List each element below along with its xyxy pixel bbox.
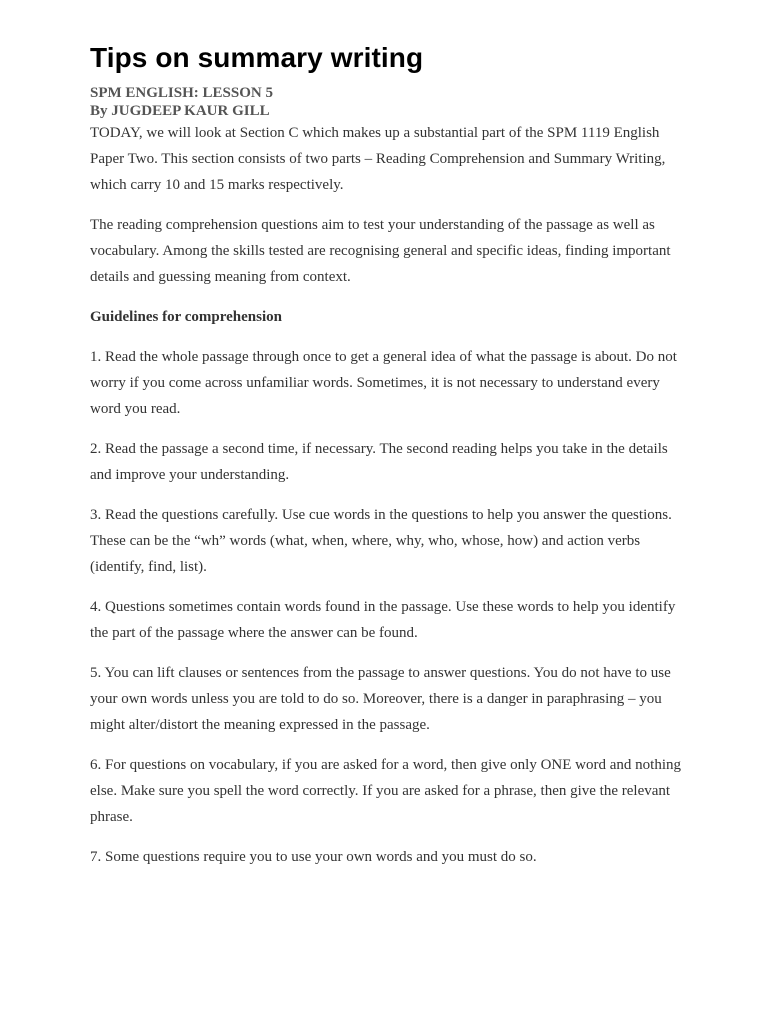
page-title: Tips on summary writing bbox=[90, 42, 424, 73]
intro-paragraph: The reading comprehension questions aim to test your understanding of the passage as well as vocabulary. Among the skills tested are recognising general and specific ideas, finding important details and guessing meaning from context. bbox=[90, 217, 671, 285]
guideline-item: 1. Read the whole passage through once to get a general idea of what the passage is about. Do not worry if you come across unfamiliar words. Sometimes, it is not necessary to understand every word you read. bbox=[90, 349, 677, 417]
intro-paragraph: TODAY, we will look at Section C which makes up a substantial part of the SPM 1119 English Paper Two. This section consists of two parts – Reading Comprehension and Summary Writing, which carry 10 and 15 marks respectively. bbox=[90, 125, 666, 193]
guideline-item: 2. Read the passage a second time, if necessary. The second reading helps you take in the details and improve your understanding. bbox=[90, 441, 668, 483]
guideline-item: 4. Questions sometimes contain words found in the passage. Use these words to help you identify the part of the passage where the answer can be found. bbox=[90, 599, 676, 641]
guideline-item: 5. You can lift clauses or sentences from the passage to answer questions. You do not have to use your own words unless you are told to do so. Moreover, there is a danger in paraphrasing – you might alter/distort the meaning expressed in the passage. bbox=[90, 665, 671, 733]
guideline-item: 3. Read the questions carefully. Use cue words in the questions to help you answer the questions. These can be the “wh” words (what, when, where, why, who, whose, how) and action verbs (identify, find, list). bbox=[90, 507, 672, 575]
author-line: By JUGDEEP KAUR GILL bbox=[90, 103, 270, 119]
lesson-line: SPM ENGLISH: LESSON 5 bbox=[90, 85, 273, 101]
guideline-item: 7. Some questions require you to use your own words and you must do so. bbox=[90, 849, 537, 865]
section-heading: Guidelines for comprehension bbox=[90, 309, 282, 325]
guideline-item: 6. For questions on vocabulary, if you are asked for a word, then give only ONE word and nothing else. Make sure you spell the word correctly. If you are asked for a phrase, then give the relevant phrase. bbox=[90, 757, 681, 825]
document-page bbox=[90, 38, 690, 870]
